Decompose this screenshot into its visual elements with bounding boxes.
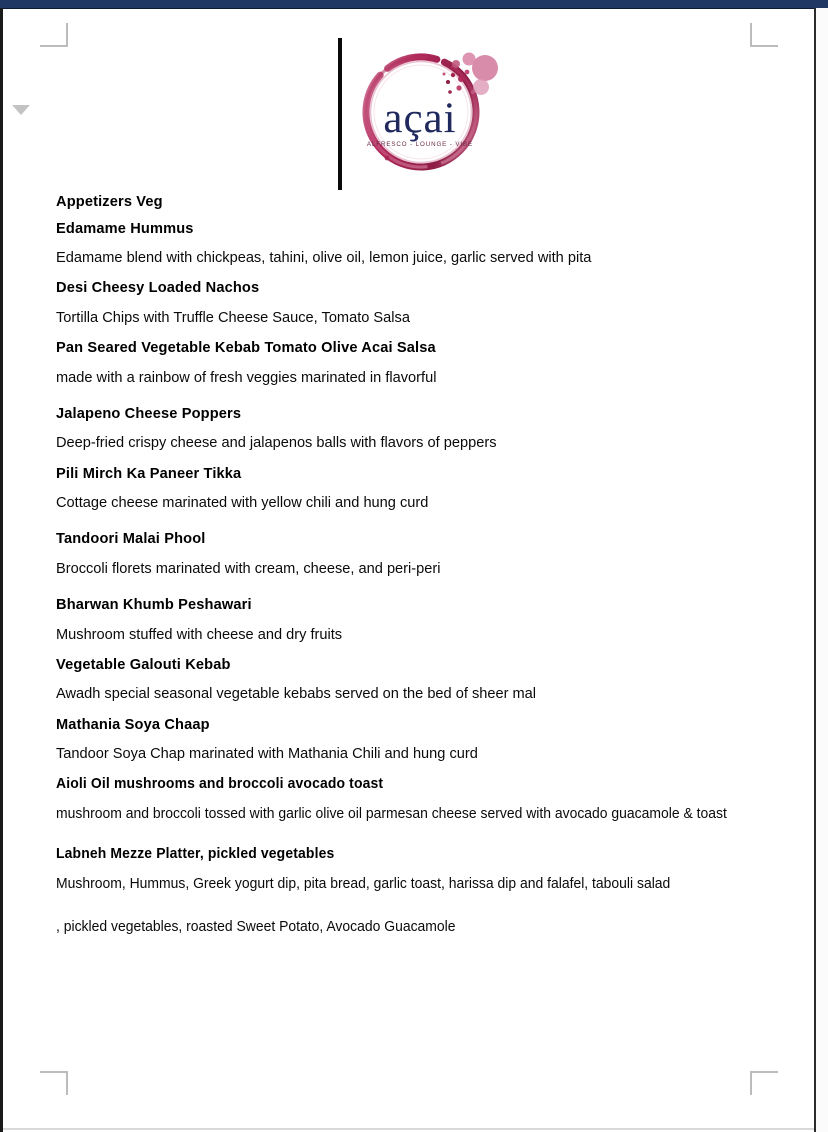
menu-item [53,222,769,270]
menu-item [53,847,769,895]
menu-item-name: Vegetable Galouti Kebab [56,656,231,673]
menu-item-name: Pan Seared Vegetable Kebab Tomato Olive Acai Salsa [56,340,436,357]
menu-trailing-note-block [53,917,769,938]
menu-item-name: Aioli Oil mushrooms and broccoli avocado toast [56,776,384,793]
menu-item [53,658,769,706]
menu-item [53,341,769,389]
menu-item-description: Awadh special seasonal vegetable kebabs served on the bed of sheer mal [56,686,537,703]
menu-section-title: Appetizers Veg [56,194,163,210]
menu-item-description: Mushroom, Hummus, Greek yogurt dip, pita bread, garlic toast, harissa dip and falafel, tabouli salad [56,875,671,892]
menu-item [53,467,769,515]
menu-item [53,718,769,766]
menu-item-description: mushroom and broccoli tossed with garlic olive oil parmesan cheese served with avocado guacamole & toast [56,805,727,822]
menu-item [53,407,769,455]
menu-item-name: Edamame Hummus [56,220,194,237]
menu-item-name: Tandoori Malai Phool [56,531,206,548]
document-header-logo [333,30,508,190]
collapse-triangle-icon[interactable] [12,105,30,115]
menu-item-description: Tortilla Chips with Truffle Cheese Sauce, Tomato Salsa [56,309,410,326]
menu-item [53,598,769,646]
menu-item-description: Broccoli florets marinated with cream, cheese, and peri-peri [56,560,441,577]
window-titlebar [0,0,828,9]
menu-item [53,532,769,580]
svg-text:açai: açai [383,95,457,142]
menu-item [53,281,769,329]
menu-item-description: made with a rainbow of fresh veggies marinated in flavorful [56,369,437,386]
document-page [4,9,814,1128]
menu-content [53,195,769,950]
menu-item-name: Desi Cheesy Loaded Nachos [56,280,260,297]
menu-item-description: Mushroom stuffed with cheese and dry fruits [56,626,343,643]
menu-item-name: Mathania Soya Chaap [56,716,210,733]
window-right-shade [816,8,828,1132]
menu-item-name: Labneh Mezze Platter, pickled vegetables [56,846,335,863]
acai-logo-icon [349,30,507,190]
header-vertical-rule [338,38,342,190]
menu-item-description: Cottage cheese marinated with yellow chili and hung curd [56,495,429,512]
window-left-edge [0,8,3,1132]
menu-item-description: Tandoor Soya Chap marinated with Mathania Chili and hung curd [56,746,478,763]
menu-trailing-note: , pickled vegetables, roasted Sweet Potato, Avocado Guacamole [56,918,456,935]
menu-item [53,777,769,825]
menu-item-description: Deep-fried crispy cheese and jalapenos balls with flavors of peppers [56,435,497,452]
menu-item-name: Pili Mirch Ka Paneer Tikka [56,465,242,482]
svg-text:ALFRESCO - LOUNGE - VIBE: ALFRESCO - LOUNGE - VIBE [366,141,474,148]
menu-item-name: Jalapeno Cheese Poppers [56,405,242,422]
window-bottom-edge [3,1128,814,1130]
menu-item-description: Edamame blend with chickpeas, tahini, olive oil, lemon juice, garlic served with pita [56,250,592,267]
menu-item-name: Bharwan Khumb Peshawari [56,597,252,614]
